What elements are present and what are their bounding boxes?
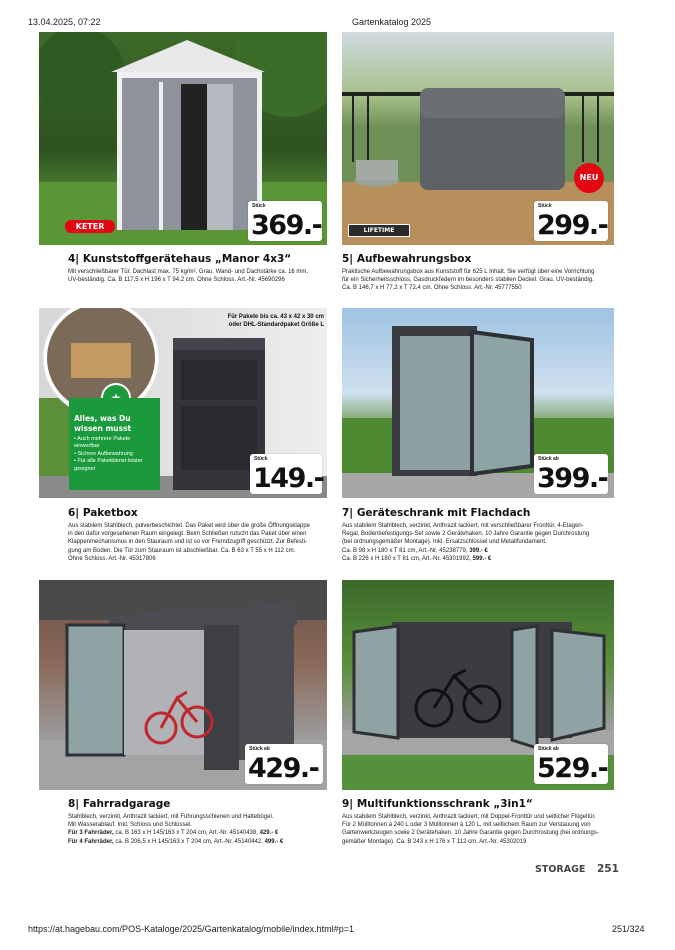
product-6-description: Aus stabilem Stahlblech, pulverbeschichtet. Das Paket wird über die große Öffnungsklappe in den dafür vorgesehenen Raum eingelegt. Beim Schließen rutscht das Paket über einen Klappenmechanismus in den Stauraum und ist so vor Fremdzugriff geschützt. Zur Befesti- gung am Boden. Die Tür zum Stauraum ist abschließbar. Ca. B 63 x T 55 x H 112 cm. Ohne Schloss. Art.-Nr. 45317806 (68, 523, 311, 562)
product-9-description: Aus stabilem Stahlblech, verzinkt, Anthrazit lackiert, mit Doppel-Fronttür und seitlicher Flügeltür. Für 2 Mülltonnen à 240 L oder 3 Mülltonnen à 120 L, mit seitlichem Raum zur Verstauung von Gartenwerkzeugen sowie 2 Gerätehaken. 10 Jahre Garantie gegen Durchrostung (bei ordnungs- gemäßer Montage). Ca. B 243 x H 176 x T 112 cm. Art.-Nr. 45302019 (342, 814, 599, 845)
product-9-price-tag (534, 744, 608, 784)
price-label: Stück ab (249, 746, 270, 752)
product-6-size-note: Für Pakete bis ca. 43 x 42 x 30 cm oder DHL-Standardpaket Größe L (227, 314, 324, 328)
info-box-title: Alles, was Du wissen musst (74, 414, 132, 433)
product-4-title: 4| Kunststoffgerätehaus „Manor 4x3“ (68, 253, 292, 265)
price-label: Stück (254, 456, 268, 462)
product-5-description: Praktische Aufbewahrungsbox aus Kunststoff für 625 L Inhalt. Sie verfügt über eine Vorrichtung für ein Sicherheitsschloss, Gasdruckfedern im besonders stabilen Deckel. Grau. UV-beständig. Ca. B 146,7 x H 77,2 x T 72,4 cm. Ohne Schloss. Art.-Nr. 45777550 (342, 269, 595, 292)
price-value: 529.- (537, 753, 608, 784)
product-4-description: Mit verschließbarer Tür. Dachlast max. 75 kg/m². Grau. Wand- und Dachstärke ca. 16 mm, UV-beständig. Ca. B 117,5 x H 196 x T 94,2 cm. Ohne Schloss. Art.-Nr. 45690296 (68, 269, 309, 284)
product-8-title: 8| Fahrradgarage (68, 798, 171, 810)
product-5-price-tag (534, 201, 608, 241)
price-label: Stück (538, 203, 552, 209)
product-7-price-tag (534, 454, 608, 494)
product-5-title: 5| Aufbewahrungsbox (342, 253, 472, 265)
product-6-title: 6| Paketbox (68, 507, 138, 519)
page-number: 251 (597, 863, 619, 875)
product-4-price-tag (248, 201, 322, 241)
document-title: Gartenkatalog 2025 (352, 17, 432, 27)
footer-page-count: 251/324 (612, 924, 645, 934)
product-7-title: 7| Geräteschrank mit Flachdach (342, 507, 531, 519)
product-8-price-tag (245, 744, 323, 784)
product-8-description: Stahlblech, verzinkt, Anthrazit lackiert, mit Führungsschienen und Haltebügel. Mit Wasserablauf. Inkl. Schloss und Schlüssel. Für 3 Fahrräder, ca. B 163 x H 145/163 x T 204 cm, Art.-Nr. 45140438, 429.- € Für 4 Fahrräder, ca. B 206,5 x H 145/163 x T 204 cm, Art.-Nr. 45140442, 499.- € (68, 814, 284, 845)
new-badge: NEU (574, 163, 604, 193)
product-9-title: 9| Multifunktionsschrank „3in1“ (342, 798, 533, 810)
info-box-list: • Auch mehrere Pakete einwerfbar • Sichere Aufbewahrung • Für alle Paketdienst-leister geeignet (74, 436, 143, 472)
product-6-info-box (69, 398, 160, 490)
price-label: Stück ab (538, 746, 559, 752)
price-value: 149.- (253, 463, 324, 494)
price-value: 399.- (537, 463, 608, 494)
product-6-price-tag (250, 454, 322, 494)
price-label: Stück (252, 203, 266, 209)
lifetime-logo: LIFETIME (348, 224, 410, 237)
print-datetime: 13.04.2025, 07:22 (28, 17, 101, 27)
product-7-description: Aus stabilem Stahlblech, verzinkt, Anthrazit lackiert, mit verschließbarer Fronttür, 4-Etagen- Regal, Bodenbefestigungs-Set sowie 2 Gerätehaken. 10 Jahre Garantie gegen Durchrostung (bei ordnungsgemäßer Montage). Inkl. Ersatzschlüssel und Metallfundament. Ca. B 98 x H 180 x T 81 cm, Art.-Nr. 45238779, 399.- € Ca. B 226 x H 180 x T 81 cm, Art.-Nr. 45301992, 599.- € (342, 523, 590, 562)
footer-url[interactable]: https://at.hagebau.com/POS-Kataloge/2025/Gartenkatalog/mobile/index.html#p=1 (28, 924, 354, 934)
section-label: STORAGE (535, 864, 586, 875)
keter-logo: KETER (65, 220, 115, 233)
price-value: 369.- (251, 210, 322, 241)
price-value: 429.- (248, 753, 319, 784)
price-value: 299.- (537, 210, 608, 241)
price-label: Stück ab (538, 456, 559, 462)
